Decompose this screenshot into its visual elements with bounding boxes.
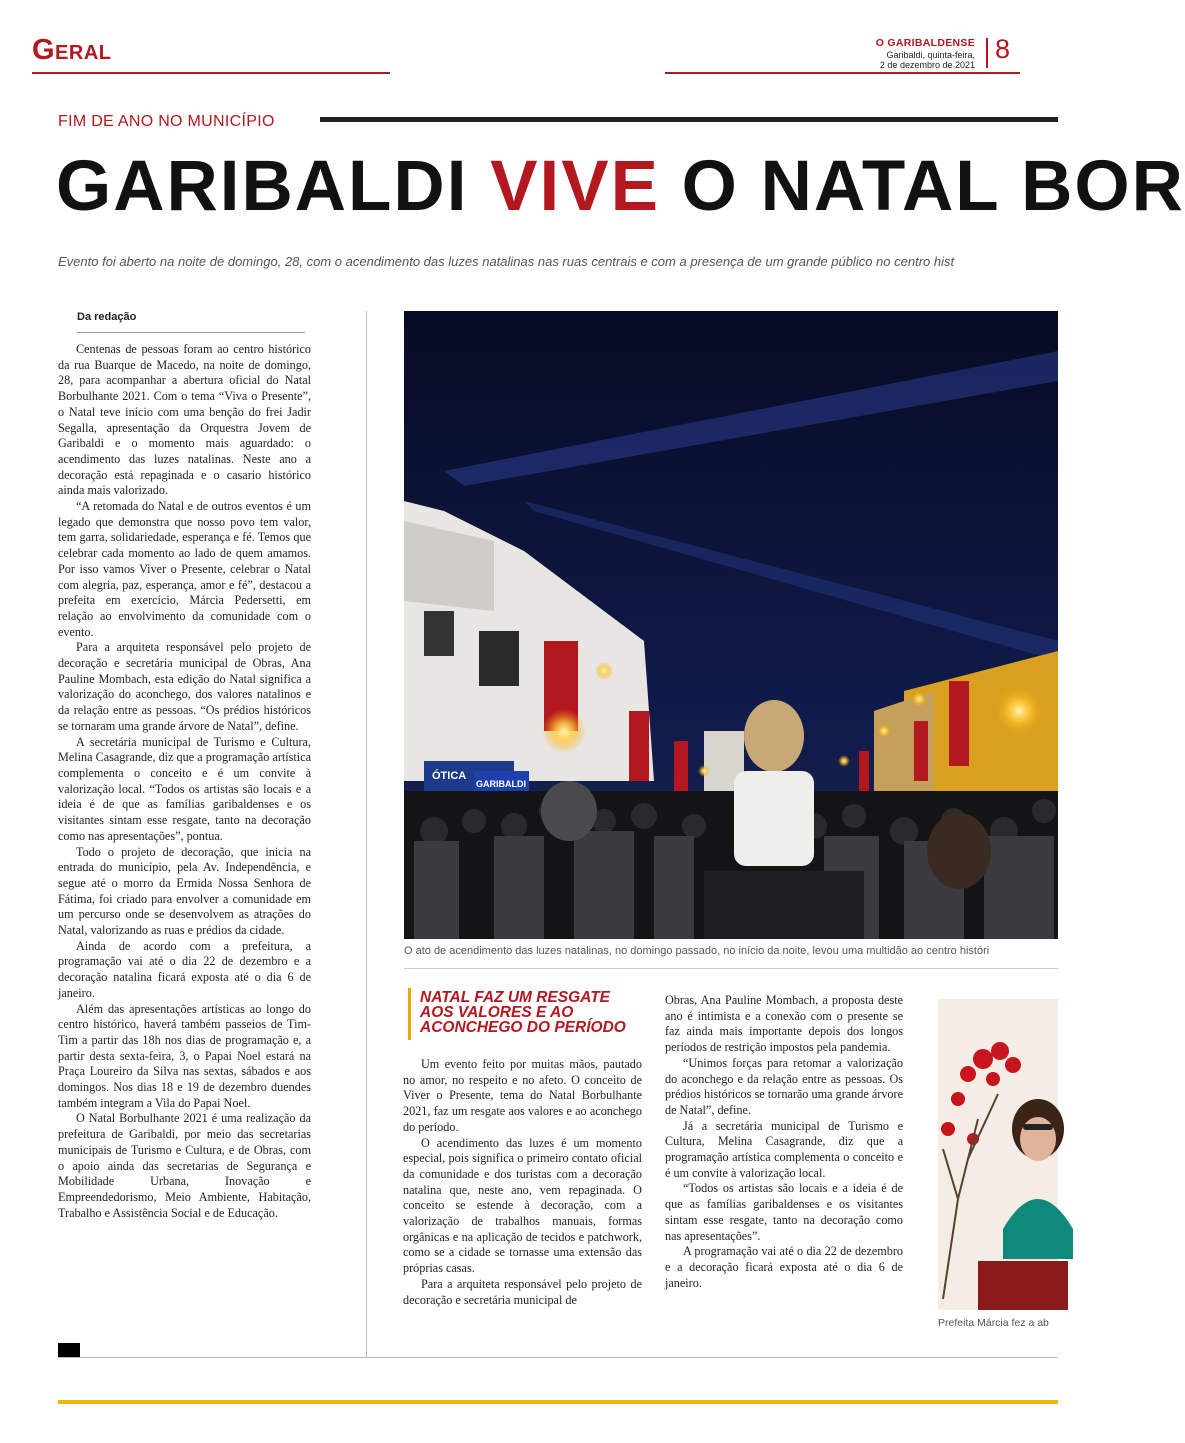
edition-date	[800, 50, 975, 70]
sidebar-subheading: NATAL FAZ UM RESGATE AOS VALORES E AO ACONCHEGO DO PERÍODO	[420, 989, 626, 1036]
page-number: 8	[995, 34, 1011, 64]
paragraph: O Natal Borbulhante 2021 é uma realização da prefeitura de Garibaldi, por meio das secretarias municipais de Turismo e Cultura, e de Obras, com o apoio ainda das secretarias de Segurança e Mobilidade Urbana, Inovação e Empreendedorismo, Meio Ambiente, Habitação, Trabalho e Assistência Social e de Educação.	[58, 1111, 311, 1220]
newspaper-name: O GARIBALDENSE	[875, 37, 975, 49]
paragraph: Ainda de acordo com a prefeitura, a programação vai até o dia 22 de dezembro e a decoração natalina ficará exposta até o dia 6 de janeiro.	[58, 938, 311, 1000]
main-photo	[404, 311, 1058, 939]
paragraph: “Todos os artistas são locais e a ideia é de que as famílias garibaldenses e os visitantes sintam esse resgate, tanto na decoração como nas apresentações”.	[665, 1181, 903, 1243]
end-mark	[58, 1343, 80, 1357]
paragraph: Para a arquiteta responsável pelo projeto de decoração e secretária municipal de	[403, 1276, 642, 1307]
page-number-divider	[986, 38, 988, 68]
article-column-2	[403, 1057, 642, 1308]
edition-date-line2: 2 de dezembro de 2021	[879, 60, 975, 70]
store-sign-text: ÓTICA	[432, 770, 467, 782]
paragraph: Obras, Ana Pauline Mombach, a proposta deste ano é intimista e a conexão com o presente se faz ainda mais importante depois dos longos períodos de restrição impostos pela pandemia.	[665, 993, 903, 1055]
column-divider	[366, 311, 367, 1357]
section-name: Geral	[32, 34, 112, 66]
article-column-3	[665, 993, 903, 1291]
paragraph: Já a secretária municipal de Turismo e Cultura, Melina Casagrande, diz que a programação artística complementa o conceito e é um convite à valorização local.	[665, 1118, 903, 1180]
article-column-1	[58, 342, 311, 1221]
article-subhead: Evento foi aberto na noite de domingo, 28, com o acendimento das luzes natalinas nas ruas centrais e com a presença de um grande público no centro hist	[58, 254, 955, 269]
byline-rule	[77, 332, 305, 333]
paragraph: Todo o projeto de decoração, que inicia na entrada do município, pela Av. Independência, e segue até o morro da Ermida Nossa Senhora de Fátima, foi criado para envolver a comunidade em um percurso onde se desenvolvem as atrações do Natal, valorizando as ruas e prédios da cidade.	[58, 844, 311, 938]
headline-part3: O NATAL BOR	[659, 147, 1185, 226]
paragraph: “A retomada do Natal e de outros eventos é um legado que demonstra que nosso povo tem valor, tem garra, solidariedade, esperança e fé. Temos que celebrar cada momento ao lado de quem amamos. Por isso vamos Viver o Presente, celebrar o Natal com alegria, paz, esperança, amor e fé”, destacou a prefeita em exercício, Márcia Pedersetti, em relação ao envolvimento da comunidade com o evento.	[58, 499, 311, 639]
footer-yellow-rule	[58, 1400, 1058, 1404]
subheading-accent-bar	[408, 988, 411, 1040]
headline-highlight: VIVE	[490, 147, 660, 226]
paragraph: Além das apresentações artísticas ao longo do centro histórico, haverá também passeios de Tim-Tim a partir das 18h nos dias de programação e, a partir desta sexta-feira, 3, o Papai Noel estará na Praça Loureiro da Silva nas sextas, sábados e aos domingos. Nos dias 18 e 19 de dezembro duendes também integram a Vila do Papai Noel.	[58, 1001, 311, 1110]
paragraph: Centenas de pessoas foram ao centro histórico da rua Buarque de Macedo, na noite de domingo, 28, para acompanhar a abertura oficial do Natal Borbulhante 2021. Com o tema “Viva o Presente”, o Natal teve início com uma benção do frei Jadir Segalla, apresentação da Orquestra Jovem de Garibaldi e o momento mais aguardado: o acendimento das luzes natalinas. Neste ano a decoração está repaginada e o casario histórico ainda mais valorizado.	[58, 342, 311, 498]
paragraph: A secretária municipal de Turismo e Cultura, Melina Casagrande, diz que a programação artística complementa o conceito e é um convite à valorização local. “Todos os artistas são locais e a ideia é de que as famílias garibaldenses e os visitantes sintam esse resgate, tanto na decoração como nas apresentações”, pontua.	[58, 734, 311, 843]
mayor-photo-caption: Prefeita Márcia fez a ab	[938, 1317, 1049, 1329]
header-rule-left	[32, 72, 390, 74]
mayor-illustration	[938, 999, 1058, 1310]
paragraph: O acendimento das luzes é um momento especial, pois significa o primeiro contato oficial da comunidade e dos turistas com a decoração natalina que, neste ano, vem repaginada. O conceito se estende à decoração, com a valorização de trabalhos manuais, formas orgânicas e na aplicação de tecidos e patchwork, como se a cidade se tornasse uma extensão das próprias casas.	[403, 1135, 642, 1276]
byline: Da redação	[77, 311, 137, 323]
header-rule-right	[665, 72, 1020, 74]
edition-date-line1: Garibaldi, quinta-feira,	[886, 50, 975, 60]
kicker-rule	[320, 117, 1058, 122]
mayor-photo	[938, 999, 1058, 1310]
headline-part1: GARIBALDI	[56, 147, 491, 226]
photo-caption: O ato de acendimento das luzes natalinas, no domingo passado, no início da noite, levou uma multidão ao centro históri	[404, 945, 990, 957]
paragraph: Para a arquiteta responsável pelo projeto de decoração e secretária municipal de Obras, Ana Pauline Mombach, esta edição do Natal significa a valorização do aconchego, dos valores natalinos e da relação entre as pessoas. “Os prédios históricos se tornaram uma grande árvore de Natal”, define.	[58, 640, 311, 733]
article-kicker: FIM DE ANO NO MUNICÍPIO	[58, 113, 275, 130]
store-sign-text-2: GARIBALDI	[476, 779, 526, 789]
night-street-illustration	[404, 311, 1058, 939]
caption-rule	[404, 968, 1058, 969]
bottom-rule	[58, 1357, 1058, 1358]
paragraph: A programação vai até o dia 22 de dezembro e a decoração ficará exposta até o dia 6 de janeiro.	[665, 1244, 903, 1290]
article-headline	[56, 147, 1185, 227]
paragraph: “Unimos forças para retomar a valorização do aconchego e da relação entre as pessoas. Os prédios históricos se tornarão uma grande árvore de Natal”, define.	[665, 1055, 903, 1117]
paragraph: Um evento feito por muitas mãos, pautado no amor, no respeito e no afeto. O conceito de Viver o Presente, tema do Natal Borbulhante 2021, faz um resgate aos valores e ao aconchego do período.	[403, 1057, 642, 1134]
